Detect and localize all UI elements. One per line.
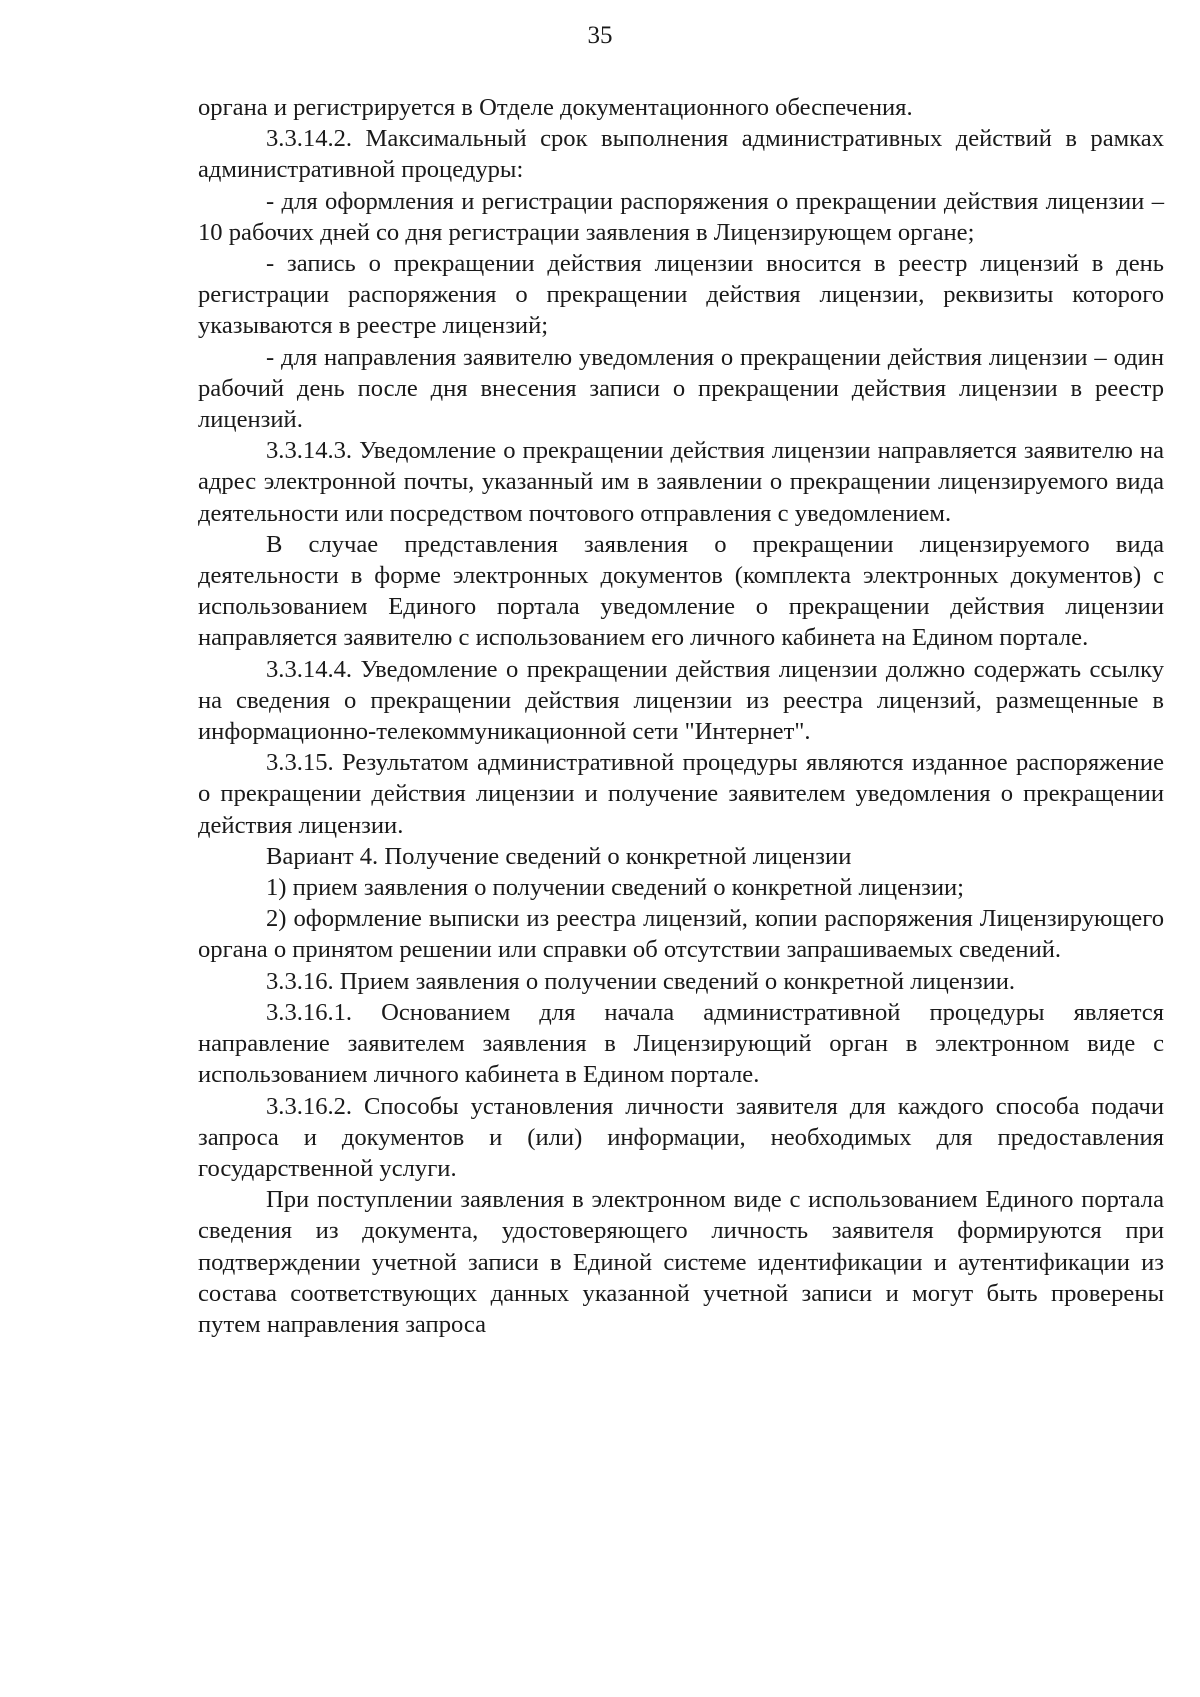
paragraph-10: Вариант 4. Получение сведений о конкретной лицензии (266, 842, 852, 870)
paragraph-3: - для оформления и регистрации распоряжения о прекращении действия лицензии – 10 рабочих дней со дня регистрации заявления в Лицензирующем органе; (198, 187, 1164, 246)
paragraph-8: 3.3.14.4. Уведомление о прекращении действия лицензии должно содержать ссылку на сведения о прекращении действия лицензии из реестра лицензий, размещенные в информационно-телекоммуникационной сети "Интернет". (198, 655, 1164, 746)
document-body (198, 92, 1164, 1340)
paragraph-15: 3.3.16.2. Способы установления личности заявителя для каждого способа подачи запроса и документов и (или) информации, необходимых для предоставления государственной услуги. (198, 1092, 1164, 1182)
paragraph-7: В случае представления заявления о прекращении лицензируемого вида деятельности в форме электронных документов (комплекта электронных документов) с использованием Единого портала уведомление о прекращении действия лицензии направляется заявителю с использованием его личного кабинета на Едином портале. (198, 530, 1164, 652)
paragraph-13: 3.3.16. Прием заявления о получении сведений о конкретной лицензии. (266, 967, 1016, 995)
paragraph-2: 3.3.14.2. Максимальный срок выполнения административных действий в рамках административной процедуры: (198, 125, 1164, 184)
paragraph-14: 3.3.16.1. Основанием для начала административной процедуры является направление заявителем заявления в Лицензирующий орган в электронном виде с использованием личного кабинета в Едином портале. (198, 998, 1164, 1089)
paragraph-6: 3.3.14.3. Уведомление о прекращении действия лицензии направляется заявителю на адрес электронной почты, указанный им в заявлении о прекращении лицензируемого вида деятельности или посредством почтового отправления с уведомлением. (198, 437, 1164, 527)
paragraph-9: 3.3.15. Результатом административной процедуры являются изданное распоряжение о прекращении действия лицензии и получение заявителем уведомления о прекращении действия лицензии. (198, 749, 1164, 839)
paragraph-5: - для направления заявителю уведомления о прекращении действия лицензии – один рабочий день после дня внесения записи о прекращении действия лицензии в реестр лицензий. (198, 343, 1164, 434)
paragraph-12: 2) оформление выписки из реестра лицензий, копии распоряжения Лицензирующего органа о принятом решении или справки об отсутствии запрашиваемых сведений. (198, 905, 1164, 964)
page-number: 35 (587, 22, 613, 49)
paragraph-4: - запись о прекращении действия лицензии вносится в реестр лицензий в день регистрации распоряжения о прекращении действия лицензии, реквизиты которого указываются в реестре лицензий; (198, 250, 1164, 340)
paragraph-11: 1) прием заявления о получении сведений о конкретной лицензии; (266, 874, 965, 902)
paragraph-1: органа и регистрируется в Отделе документационного обеспечения. (198, 94, 913, 121)
paragraph-16: При поступлении заявления в электронном виде с использованием Единого портала сведения из документа, удостоверяющего личность заявителя формируются при подтверждении учетной записи в Единой системе идентификации и аутентификации из состава соответствующих данных указанной учетной записи и могут быть проверены путем направления запроса (198, 1186, 1164, 1338)
